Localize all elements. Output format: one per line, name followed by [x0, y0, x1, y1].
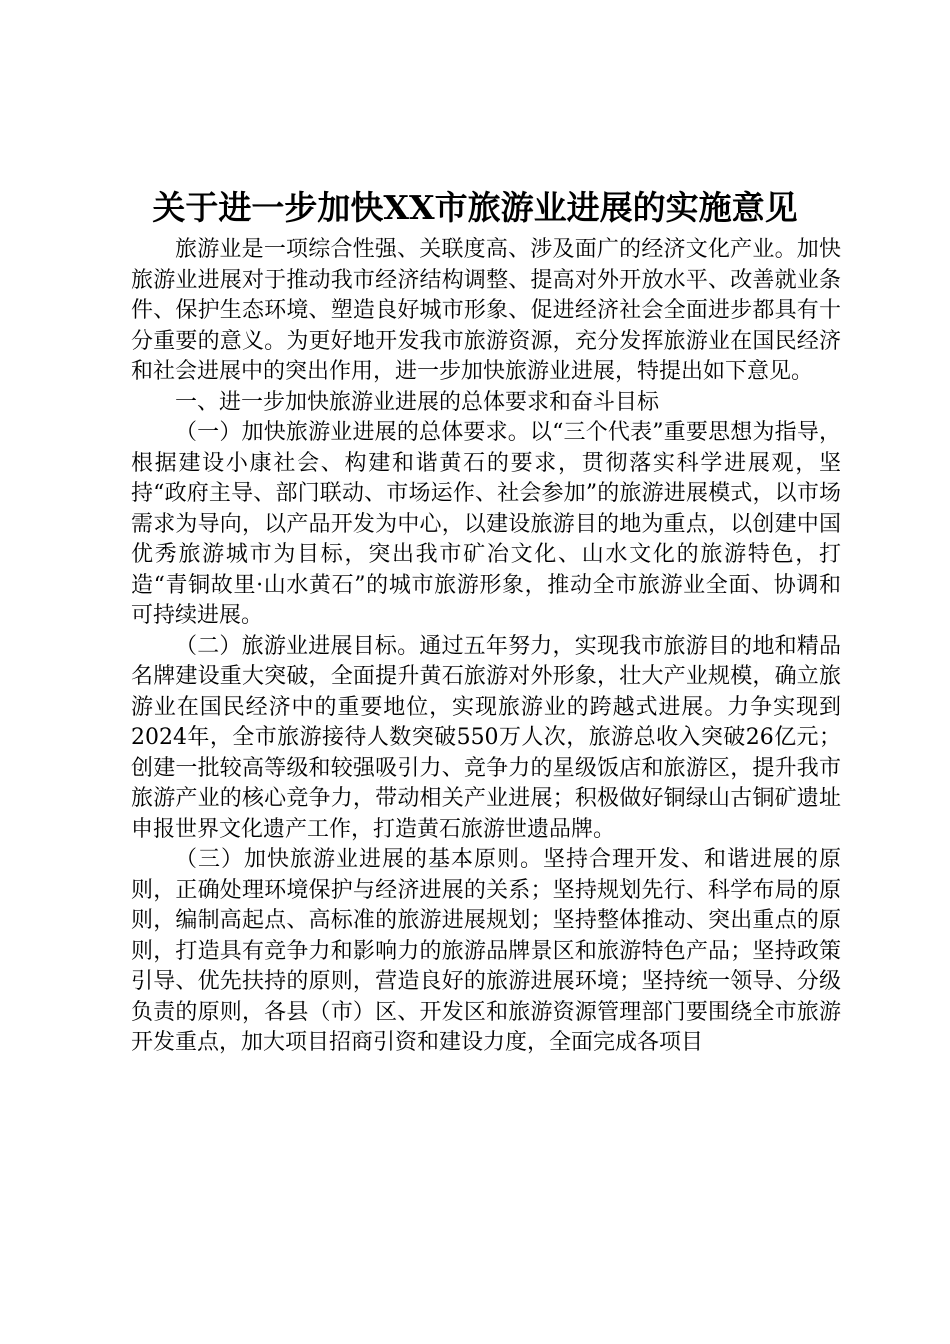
document-body: [131, 235, 841, 1059]
section-heading-1: 一、进一步加快旅游业进展的总体要求和奋斗目标: [175, 389, 660, 415]
document-title: 关于进一步加快XX市旅游业进展的实施意见: [152, 188, 798, 227]
paragraph-development-goals: （二）旅游业进展目标。通过五年努力，实现我市旅游目的地和精品名牌建设重大突破，全面提升黄石旅游对外形象，壮大产业规模，确立旅游业在国民经济中的重要地位，实现旅游业的跨越式进展。力争实现到2024年，全市旅游接待人数突破550万人次，旅游总收入突破26亿元；创建一批较高等级和较强吸引力、竞争力的星级饭店和旅游区，提升我市旅游产业的核心竞争力，带动相关产业进展；积极做好铜绿山古铜矿遗址申报世界文化遗产工作，打造黄石旅游世遗品牌。: [131, 633, 841, 842]
paragraph-intro: 旅游业是一项综合性强、关联度高、涉及面广的经济文化产业。加快旅游业进展对于推动我市经济结构调整、提高对外开放水平、改善就业条件、保护生态环境、塑造良好城市形象、促进经济社会全面进步都具有十分重要的意义。为更好地开发我市旅游资源，充分发挥旅游业在国民经济和社会进展中的突出作用，进一步加快旅游业进展，特提出如下意见。: [131, 237, 841, 384]
paragraph-basic-principles: （三）加快旅游业进展的基本原则。坚持合理开发、和谐进展的原则，正确处理环境保护与经济进展的关系；坚持规划先行、科学布局的原则，编制高起点、高标准的旅游进展规划；坚持整体推动、突出重点的原则，打造具有竞争力和影响力的旅游品牌景区和旅游特色产品；坚持政策引导、优先扶持的原则，营造良好的旅游进展环境；坚持统一领导、分级负责的原则，各县（市）区、开发区和旅游资源管理部门要围绕全市旅游开发重点，加大项目招商引资和建设力度，全面完成各项目: [131, 847, 841, 1055]
paragraph-overall-requirements: （一）加快旅游业进展的总体要求。以“三个代表”重要思想为指导，根据建设小康社会、构建和谐黄石的要求，贯彻落实科学进展观，坚持“政府主导、部门联动、市场运作、社会参加”的旅游进展模式，以市场需求为导向，以产品开发为中心，以建设旅游目的地为重点，以创建中国优秀旅游城市为目标，突出我市矿冶文化、山水文化的旅游特色，打造“青铜故里·山水黄石”的城市旅游形象，推动全市旅游业全面、协调和可持续进展。: [131, 420, 841, 628]
